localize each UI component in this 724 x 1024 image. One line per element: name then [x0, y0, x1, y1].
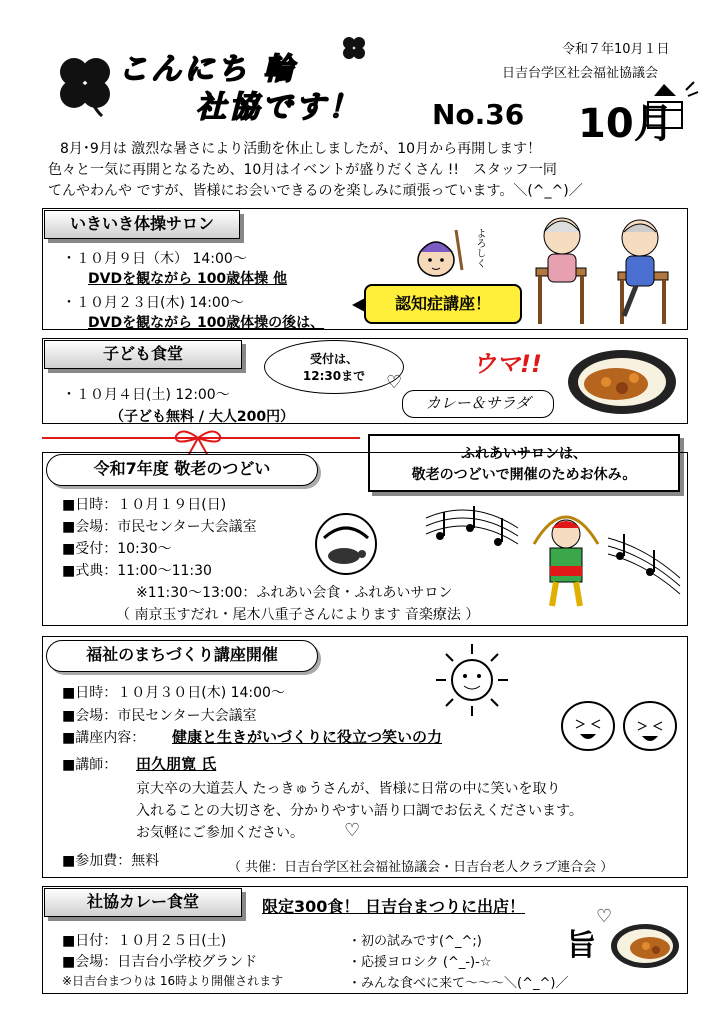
- machi-content: 健康と生きがいづくりに役立つ笑いの力: [172, 728, 443, 746]
- machi-content-label: ■講座内容：: [62, 730, 146, 746]
- music-notes-right-icon: [606, 528, 682, 612]
- reception-bubble: [264, 340, 404, 394]
- machi-fee: ■参加費：無料: [62, 853, 160, 869]
- kodomo-heading: 子ども食堂: [44, 340, 242, 369]
- kodomo-date: ・１０月４日(土) 12:00～: [62, 387, 230, 403]
- salon-item2-date: ・１０月２３日(木) 14:00～: [62, 295, 244, 311]
- bubble-line1: 受付は、: [309, 352, 358, 366]
- curry-bowl-icon: [610, 920, 680, 976]
- sun-icon: [432, 640, 512, 724]
- curry-heading: 社協カレー食堂: [44, 888, 242, 917]
- title-line1: こんにち 輪: [118, 52, 297, 87]
- machi-venue: ■会場：市民センター大会議室: [62, 708, 257, 724]
- keiro-row2: ■会場：市民センター大会議室: [62, 519, 257, 535]
- callout-pointer: [352, 298, 365, 312]
- small-clover-icon: [340, 34, 368, 66]
- curry-m3: ・みんな食べに来て～～～＼(^_^)／: [348, 976, 569, 991]
- keiro-row4: ■式典：11:00～11:30: [62, 563, 212, 579]
- keiro-row3: ■受付：10:30～: [62, 541, 172, 557]
- sticker-text: よろしく: [474, 228, 485, 268]
- keiro-row1: ■日時：１０月１９日(日): [62, 497, 227, 513]
- notice-line2: 敬老のつどいで開催のためお休み。: [411, 467, 637, 483]
- curry-headline: 限定300食！ 日吉台まつりに出店！: [262, 897, 525, 916]
- salon-item1-date: ・１０月９日（木） 14:00～: [62, 251, 247, 267]
- salon-item1-desc: DVDを観ながら 100歳体操 他: [88, 271, 288, 287]
- curry-venue: ■会場：日吉台小学校グランド: [62, 954, 258, 970]
- issue-date: 令和７年10月１日: [562, 42, 670, 57]
- umai-text: 旨: [566, 928, 596, 963]
- laughing-faces-icon: [554, 686, 684, 760]
- month-badge: 10月: [578, 101, 674, 147]
- keiro-heading: 令和7年度 敬老のつどい: [46, 454, 318, 486]
- heart-curry-icon: ♡: [596, 906, 613, 927]
- keiro-sub2: （ 南京玉すだれ・尾木八重子さんによります 音楽療法 ）: [116, 607, 480, 623]
- sticker-character: [412, 226, 468, 284]
- notice-line1: ふれあいサロンは、: [461, 446, 587, 462]
- issue-number: No.36: [432, 98, 525, 131]
- clover-icon: [52, 52, 118, 122]
- title-line2: 社協です！: [196, 90, 361, 125]
- machi-sponsor: （ 共催：日吉台学区社会福祉協議会・日吉台老人クラブ連合会 ）: [228, 860, 614, 875]
- machi-lecturer: 田久朋寛 氏: [136, 755, 217, 773]
- curry-m2: ・応援ヨロシク (^_-)-☆: [348, 955, 492, 970]
- menu-text: カレー＆サラダ: [425, 394, 531, 412]
- machi-heading: 福祉のまちづくり講座開催: [46, 640, 318, 672]
- machi-lecturer-label: ■講師：: [62, 757, 118, 773]
- curry-plate-icon: [566, 346, 678, 420]
- crane-turtle-icon: [314, 512, 378, 580]
- fan-icon: [640, 80, 700, 136]
- curry-m1: ・初の試みです(^_^;): [348, 934, 482, 949]
- machi-date: ■日時：１０月３０日(木) 14:00～: [62, 685, 285, 701]
- intro-line3: てんやわんや ですが、皆様にお会いできるのを楽しみに頑張っています。＼(^_^)／: [48, 183, 583, 199]
- keiro-sub1: ※11:30～13:00：ふれあい会食・ふれあいサロン: [136, 585, 453, 601]
- machi-desc2: 入れることの大切さを、分かりやすい語り口調でお伝えくださいます。: [136, 803, 583, 819]
- performer-illustration: [524, 500, 608, 614]
- music-notes-left-icon: [422, 498, 522, 582]
- curry-note: ※日吉台まつりは 16時より開催されます: [62, 974, 284, 988]
- uma-text: ウマ!!: [472, 350, 542, 378]
- heart-small-icon: ♡: [344, 820, 361, 841]
- curry-date: ■日付：１０月２５日(土): [62, 933, 227, 949]
- intro-line1: 8月･9月は 激烈な暑さにより活動を休止しましたが、10月から再開します！: [60, 141, 542, 157]
- menu-box: [402, 390, 554, 418]
- machi-desc3: お気軽にご参加ください。: [136, 825, 304, 841]
- elderly-couple-illustration: [528, 212, 678, 332]
- salon-heading: いきいき体操サロン: [44, 210, 240, 239]
- salon-item2-desc: DVDを観ながら 100歳体操の後は、: [88, 315, 325, 331]
- kodomo-price: （子ども無料 / 大人200円）: [110, 409, 295, 425]
- intro-line2: 色々と一気に再開となるため、10月はイベントが盛りだくさん !! スタッフ一同: [48, 162, 557, 178]
- callout-box: [364, 284, 522, 324]
- org-name: 日吉台学区社会福祉協議会: [502, 66, 659, 81]
- machi-desc1: 京大卒の大道芸人 たっきゅうさんが、皆様に日常の中に笑いを取り: [136, 781, 561, 797]
- bubble-line2: 12:30まで: [302, 369, 366, 383]
- heart-icon: ♡: [386, 372, 403, 393]
- callout-text: 認知症講座！: [394, 294, 491, 313]
